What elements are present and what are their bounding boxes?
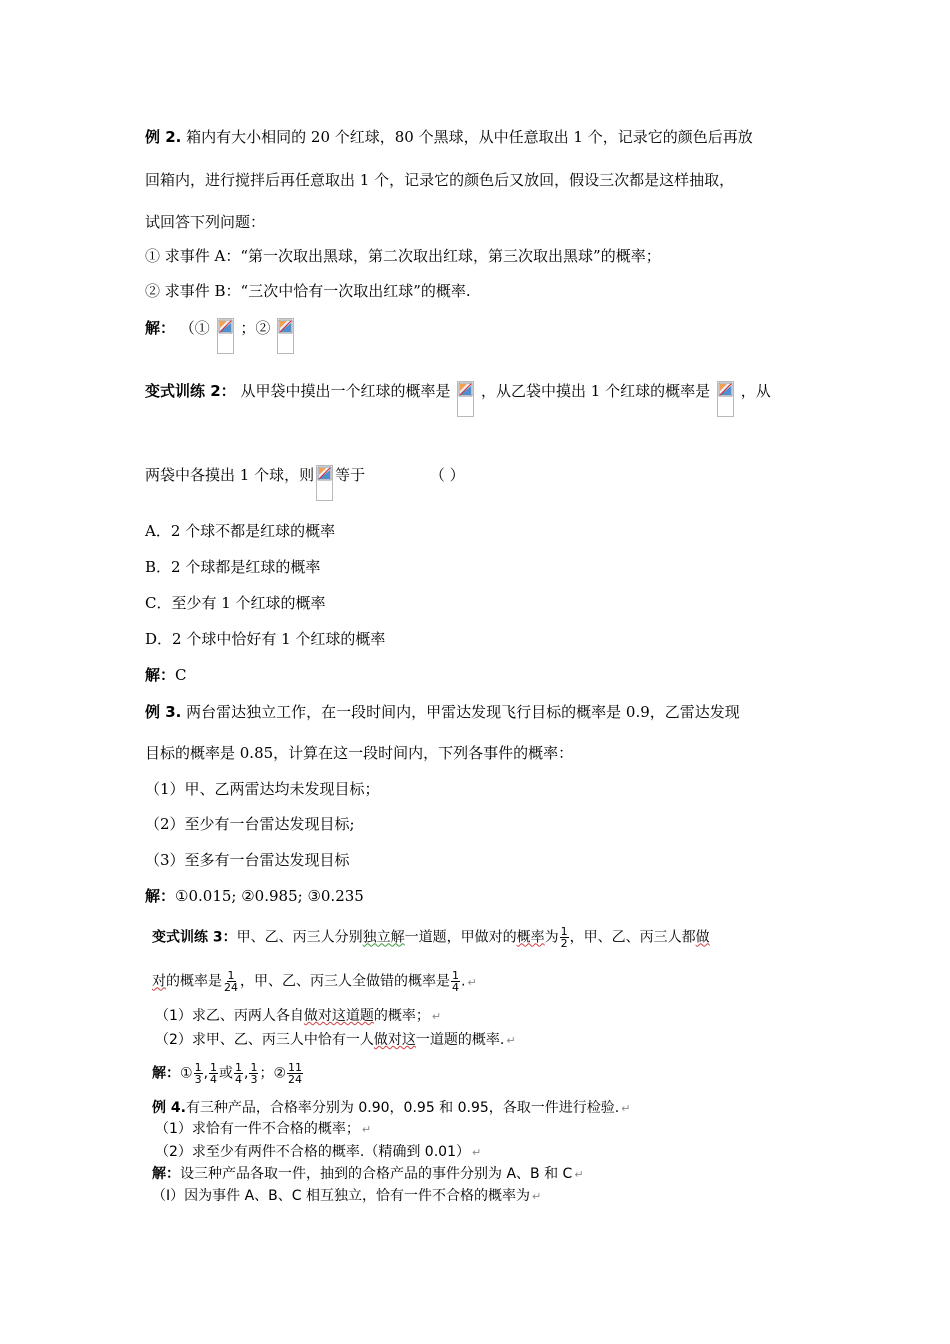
paragraph-mark: ↵ xyxy=(621,1102,631,1115)
fraction: $\frac{1}{4}$ xyxy=(235,1061,243,1086)
fraction: $\frac{1}{4}$ xyxy=(452,969,459,994)
ex2-question1: ① 求事件 A：“第一次取出黑球，第二次取出红球，第三次取出黑球”的概率； xyxy=(145,247,661,265)
var3-line1: 变式训练 3：甲、乙、丙三人分别独立解一道题，甲做对的概率为 $\frac{1}{2}$ ，甲、乙、丙三人都做 xyxy=(152,925,710,950)
ex3-question2: （2）至少有一台雷达发现目标; xyxy=(145,815,355,833)
fraction: $\frac{1}{3}$ xyxy=(250,1061,258,1086)
var2-option-d: D．2 个球中恰好有 1 个红球的概率 xyxy=(145,630,386,648)
var2-solution: 解：C xyxy=(145,666,187,684)
var3-question2: （2）求甲、乙、丙三人中恰有一人做对这一道题的概率. ↵ xyxy=(155,1032,516,1048)
ex2-solution: 解： （① ；② xyxy=(145,318,296,354)
broken-image-icon xyxy=(277,318,294,354)
ex2-question2: ② 求事件 B：“三次中恰有一次取出红球”的概率. xyxy=(145,282,471,300)
answer-paren: （ ） xyxy=(429,466,465,484)
ex3-solution: 解：①0.015; ②0.985; ③0.235 xyxy=(145,887,364,905)
ex4-question1: （1）求恰有一件不合格的概率； ↵ xyxy=(155,1121,372,1137)
ex2-line3: 试回答下列问题： xyxy=(145,213,266,231)
ex4-label: 例 4. xyxy=(152,1100,186,1116)
broken-image-icon xyxy=(217,318,234,354)
broken-image-icon xyxy=(316,465,333,501)
ex2-line1: 例 2. 箱内有大小相同的 20 个红球，80 个黑球，从中任意取出 1 个，记录它的颜色后再放 xyxy=(145,128,753,146)
var2-option-b: B．2 个球都是红球的概率 xyxy=(145,558,321,576)
ex4-question2: （2）求至少有两件不合格的概率.（精确到 0.01） ↵ xyxy=(155,1144,482,1160)
var3-label: 变式训练 3： xyxy=(152,929,237,946)
fraction: $\frac{1}{3}$ xyxy=(194,1061,202,1086)
var3-question1: （1）求乙、丙两人各自做对这道题的概率； ↵ xyxy=(155,1008,442,1024)
var2-line1: 变式训练 2： 从甲袋中摸出一个红球的概率是 ，从乙袋中摸出 1 个红球的概率是 ，从 xyxy=(145,381,771,417)
ex2-label: 例 2. xyxy=(145,128,182,146)
ex4-solution-line2: （Ⅰ）因为事件 A、B、C 相互独立，恰有一件不合格的概率为 ↵ xyxy=(152,1188,542,1204)
ex3-question3: （3）至多有一台雷达发现目标 xyxy=(145,851,350,869)
paragraph-mark: ↵ xyxy=(506,1034,516,1047)
broken-image-icon xyxy=(717,381,734,417)
ex3-question1: （1）甲、乙两雷达均未发现目标； xyxy=(145,780,380,798)
var2-label: 变式训练 2： xyxy=(145,382,236,400)
fraction: $\frac{1}{4}$ xyxy=(210,1061,218,1086)
paragraph-mark: ↵ xyxy=(467,975,477,989)
ex4-solution: 解：设三种产品各取一件，抽到的合格产品的事件分别为 A、B 和 C ↵ xyxy=(152,1166,584,1182)
paragraph-mark: ↵ xyxy=(431,1010,442,1023)
var3-line2: 对的概率是 $\frac{1}{24}$ ，甲、乙、丙三人全做错的概率是 $\frac{1}{4}$ . ↵ xyxy=(152,969,477,994)
ex4-line1: 例 4.有三种产品，合格率分别为 0.90，0.95 和 0.95，各取一件进行检验. ↵ xyxy=(152,1100,631,1116)
var3-solution: 解：① $\frac{1}{3}$ , $\frac{1}{4}$ 或 $\frac{1}{4}$ , $\frac{1}{3}$ ；② $\frac{11}{24}$ xyxy=(152,1061,303,1086)
ex3-line1: 例 3. 两台雷达独立工作，在一段时间内，甲雷达发现飞行目标的概率是 0.9，乙雷达发现 xyxy=(145,703,740,721)
var2-option-c: C．至少有 1 个红球的概率 xyxy=(145,594,326,612)
ex2-line2: 回箱内，进行搅拌后再任意取出 1 个，记录它的颜色后又放回，假设三次都是这样抽取， xyxy=(145,171,735,189)
fraction: $\frac{1}{24}$ xyxy=(224,969,238,994)
paragraph-mark: ↵ xyxy=(532,1190,542,1203)
broken-image-icon xyxy=(457,381,474,417)
paragraph-mark: ↵ xyxy=(361,1123,372,1136)
fraction: $\frac{11}{24}$ xyxy=(288,1061,303,1086)
var2-line2: 两袋中各摸出 1 个球，则 等于 （ ） xyxy=(145,465,465,501)
ex3-line2: 目标的概率是 0.85，计算在这一段时间内，下列各事件的概率： xyxy=(145,744,574,762)
fraction: $\frac{1}{2}$ xyxy=(560,925,568,950)
var2-option-a: A．2 个球不都是红球的概率 xyxy=(145,522,336,540)
ex3-label: 例 3. xyxy=(145,703,182,721)
paragraph-mark: ↵ xyxy=(574,1168,584,1181)
paragraph-mark: ↵ xyxy=(471,1146,482,1159)
